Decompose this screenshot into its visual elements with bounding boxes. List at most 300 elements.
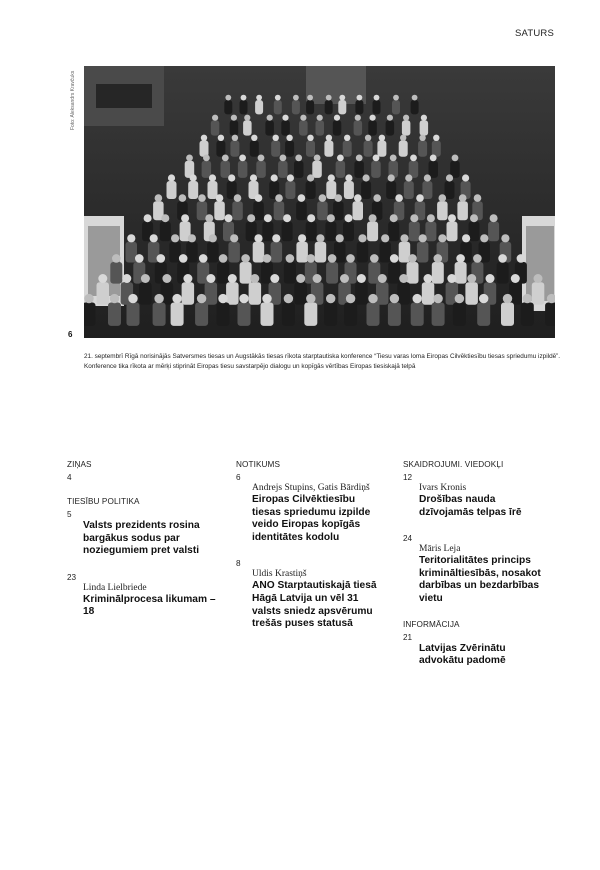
person-head bbox=[218, 294, 227, 303]
person-head bbox=[335, 194, 343, 202]
person-body bbox=[253, 242, 265, 263]
person-body bbox=[285, 181, 295, 199]
person-body bbox=[281, 120, 290, 135]
person-head bbox=[212, 115, 218, 121]
person-body bbox=[153, 303, 166, 326]
person-head bbox=[188, 234, 196, 242]
person-head bbox=[255, 194, 263, 202]
person-body bbox=[238, 161, 248, 178]
person-body bbox=[465, 282, 478, 305]
person-head bbox=[307, 95, 313, 101]
person-head bbox=[258, 155, 265, 162]
person-head bbox=[365, 135, 371, 141]
person-head bbox=[190, 174, 197, 181]
person-head bbox=[298, 194, 306, 202]
person-head bbox=[358, 234, 366, 242]
person-body bbox=[139, 282, 152, 305]
person-head bbox=[317, 115, 323, 121]
person-head bbox=[501, 234, 509, 242]
person-head bbox=[387, 115, 393, 121]
person-body bbox=[186, 242, 198, 263]
person-head bbox=[326, 294, 335, 303]
person-head bbox=[388, 174, 395, 181]
entry-page-number: 23 bbox=[67, 572, 77, 582]
entry-page-number: 24 bbox=[403, 534, 413, 544]
person-head bbox=[452, 155, 459, 162]
person-body bbox=[404, 181, 414, 199]
person-head bbox=[354, 194, 362, 202]
person-head bbox=[264, 214, 272, 222]
person-head bbox=[270, 274, 279, 283]
person-body bbox=[221, 161, 231, 178]
person-head bbox=[244, 115, 250, 121]
person-body bbox=[256, 161, 266, 178]
person-head bbox=[179, 194, 187, 202]
person-head bbox=[416, 194, 424, 202]
person-head bbox=[373, 194, 381, 202]
person-body bbox=[284, 262, 296, 284]
person-head bbox=[498, 254, 507, 263]
person-body bbox=[294, 282, 307, 305]
person-body bbox=[171, 303, 184, 326]
toc-section bbox=[403, 620, 553, 668]
person-head bbox=[128, 294, 137, 303]
entry-title: Valsts prezidents rosina bargākus sodus par noziegumiem pret valsti bbox=[83, 520, 200, 557]
person-head bbox=[474, 194, 482, 202]
person-head bbox=[216, 194, 224, 202]
person-head bbox=[369, 214, 377, 222]
entry-page-number: 5 bbox=[67, 510, 72, 519]
person-body bbox=[278, 161, 288, 178]
person-body bbox=[521, 303, 534, 326]
person-head bbox=[306, 294, 315, 303]
person-body bbox=[418, 141, 427, 157]
person-head bbox=[154, 294, 163, 303]
person-head bbox=[345, 214, 353, 222]
person-head bbox=[307, 254, 316, 263]
person-head bbox=[393, 95, 399, 101]
person-body bbox=[354, 161, 364, 178]
section-label: SATURS bbox=[514, 28, 554, 39]
entry-title: Latvijas Zvērinātu advokātu padomē bbox=[419, 642, 506, 667]
person-body bbox=[407, 262, 419, 284]
person-body bbox=[167, 181, 177, 199]
person-head bbox=[219, 254, 228, 263]
person-head bbox=[462, 234, 470, 242]
person-body bbox=[316, 120, 325, 135]
person-body bbox=[324, 303, 337, 326]
person-body bbox=[324, 141, 333, 157]
person-body bbox=[411, 303, 424, 326]
person-body bbox=[217, 262, 229, 284]
person-head bbox=[410, 155, 417, 162]
person-body bbox=[274, 100, 282, 114]
person-body bbox=[501, 303, 514, 326]
person-head bbox=[179, 254, 188, 263]
person-head bbox=[209, 174, 216, 181]
person-head bbox=[150, 234, 158, 242]
toc-entry bbox=[67, 472, 217, 483]
person-head bbox=[183, 274, 192, 283]
toc-entry bbox=[403, 472, 553, 519]
person-body bbox=[386, 120, 395, 135]
person-head bbox=[206, 274, 215, 283]
person-head bbox=[273, 135, 279, 141]
person-body bbox=[326, 181, 336, 199]
person-head bbox=[298, 234, 306, 242]
person-head bbox=[355, 115, 361, 121]
person-head bbox=[486, 274, 495, 283]
person-head bbox=[427, 214, 435, 222]
toc-section bbox=[67, 497, 217, 619]
person-body bbox=[224, 100, 232, 114]
person-head bbox=[339, 95, 345, 101]
person-head bbox=[222, 155, 229, 162]
person-head bbox=[162, 274, 171, 283]
person-body bbox=[355, 282, 368, 305]
person-head bbox=[473, 254, 482, 263]
person-head bbox=[254, 234, 262, 242]
person-head bbox=[262, 294, 271, 303]
person-body bbox=[292, 100, 300, 114]
entry-author: Linda Lielbriede bbox=[83, 582, 147, 593]
person-head bbox=[314, 155, 321, 162]
person-head bbox=[181, 214, 189, 222]
person-head bbox=[408, 254, 417, 263]
person-body bbox=[388, 222, 399, 242]
entry-title: ANO Starptautiskajā tiesā Hāgā Latvija un vēl 31 valsts sniedz apsvērumu trešās puses statusā bbox=[252, 580, 377, 630]
person-body bbox=[110, 262, 122, 284]
person-body bbox=[296, 242, 308, 263]
entry-title: Teritorialitātes princips krimināltiesībās, nosakot darbības un bezdarbības vietu bbox=[419, 555, 541, 604]
person-head bbox=[373, 155, 380, 162]
person-head bbox=[334, 115, 340, 121]
person-head bbox=[197, 294, 206, 303]
person-body bbox=[377, 141, 386, 157]
person-head bbox=[378, 274, 387, 283]
entry-page-number: 6 bbox=[236, 473, 241, 482]
person-body bbox=[205, 282, 218, 305]
person-head bbox=[98, 274, 107, 283]
person-head bbox=[203, 155, 210, 162]
person-head bbox=[225, 214, 233, 222]
person-body bbox=[108, 303, 121, 326]
person-body bbox=[361, 181, 371, 199]
person-body bbox=[249, 282, 262, 305]
person-head bbox=[127, 234, 135, 242]
person-head bbox=[250, 274, 259, 283]
person-head bbox=[280, 155, 287, 162]
person-body bbox=[447, 222, 458, 242]
person-body bbox=[208, 181, 218, 199]
person-body bbox=[243, 120, 252, 135]
person-head bbox=[374, 95, 380, 101]
person-head bbox=[412, 95, 418, 101]
person-head bbox=[328, 254, 337, 263]
person-body bbox=[240, 100, 248, 114]
person-body bbox=[392, 100, 400, 114]
person-body bbox=[437, 201, 448, 220]
person-body bbox=[274, 201, 285, 220]
person-head bbox=[234, 194, 242, 202]
person-body bbox=[317, 201, 328, 220]
person-body bbox=[195, 303, 208, 326]
section-heading: NOTIKUMS bbox=[236, 460, 281, 469]
person-head bbox=[161, 214, 169, 222]
person-head bbox=[346, 294, 355, 303]
person-body bbox=[432, 303, 445, 326]
person-head bbox=[199, 254, 208, 263]
person-body bbox=[367, 222, 378, 242]
person-body bbox=[315, 242, 327, 263]
person-body bbox=[344, 181, 354, 199]
photo-caption: 21. septembrī Rīgā norisinājās Satversmes tiesas un Augstākās tiesas rīkota starptautiska konference “Tiesu varas loma Eiropas Cilvēktiesību tiesas spriedumu izpildē”. Konference tika rīkota ar mērķi stiprināt Eiropas tiesu savstarpējo dialogu un kopīgās vērtības Eiropas tiesiskajā telpā bbox=[84, 353, 561, 370]
person-body bbox=[364, 141, 373, 157]
person-head bbox=[381, 234, 389, 242]
person-body bbox=[432, 262, 444, 284]
person-body bbox=[399, 141, 408, 157]
person-head bbox=[144, 214, 152, 222]
person-head bbox=[517, 254, 526, 263]
person-body bbox=[230, 120, 239, 135]
entry-author: Uldis Krastiņš bbox=[252, 569, 307, 580]
person-body bbox=[240, 262, 252, 284]
person-head bbox=[272, 234, 280, 242]
toc-column-1 bbox=[67, 460, 217, 633]
person-body bbox=[354, 120, 363, 135]
person-head bbox=[225, 95, 231, 101]
group-photo-illustration bbox=[84, 66, 555, 338]
person-head bbox=[419, 135, 425, 141]
person-body bbox=[271, 242, 283, 263]
person-head bbox=[271, 174, 278, 181]
person-head bbox=[438, 234, 446, 242]
person-body bbox=[214, 201, 225, 220]
toc-entry bbox=[403, 533, 553, 605]
person-body bbox=[228, 242, 240, 263]
person-head bbox=[459, 194, 467, 202]
person-head bbox=[370, 254, 379, 263]
person-head bbox=[319, 194, 327, 202]
person-body bbox=[477, 303, 490, 326]
person-head bbox=[419, 234, 427, 242]
toc-section bbox=[403, 460, 553, 606]
person-body bbox=[457, 201, 468, 220]
person-head bbox=[337, 155, 344, 162]
person-head bbox=[357, 95, 363, 101]
entry-page-number: 4 bbox=[67, 473, 72, 482]
entry-author: Māris Leja bbox=[419, 544, 461, 555]
person-body bbox=[296, 201, 307, 220]
person-body bbox=[282, 303, 295, 326]
person-head bbox=[399, 274, 408, 283]
person-head bbox=[327, 214, 335, 222]
person-head bbox=[421, 115, 427, 121]
person-body bbox=[343, 222, 354, 242]
photo-credit: Foto: Aleksandrs Kravčuks bbox=[70, 70, 76, 130]
person-head bbox=[157, 254, 166, 263]
person-head bbox=[390, 254, 399, 263]
person-body bbox=[200, 141, 209, 157]
person-body bbox=[429, 161, 439, 178]
person-head bbox=[155, 194, 163, 202]
person-head bbox=[296, 274, 305, 283]
person-body bbox=[306, 141, 315, 157]
entry-title: Drošības nauda dzīvojamās telpas īrē bbox=[419, 494, 522, 518]
person-body bbox=[497, 262, 509, 284]
person-head bbox=[395, 194, 403, 202]
person-head bbox=[400, 234, 408, 242]
person-body bbox=[84, 303, 96, 326]
person-head bbox=[480, 234, 488, 242]
person-head bbox=[232, 135, 238, 141]
person-head bbox=[218, 135, 224, 141]
person-body bbox=[211, 120, 220, 135]
person-head bbox=[250, 174, 257, 181]
person-head bbox=[239, 294, 248, 303]
person-head bbox=[209, 234, 217, 242]
section-heading: TIESĪBU POLITIKA bbox=[67, 497, 140, 506]
person-body bbox=[306, 100, 314, 114]
person-head bbox=[446, 174, 453, 181]
person-head bbox=[390, 155, 397, 162]
person-body bbox=[445, 181, 455, 199]
person-head bbox=[141, 274, 150, 283]
person-body bbox=[333, 120, 342, 135]
person-body bbox=[261, 303, 274, 326]
person-head bbox=[307, 214, 315, 222]
person-body bbox=[380, 242, 392, 263]
person-body bbox=[409, 222, 420, 242]
person-head bbox=[455, 294, 464, 303]
person-body bbox=[411, 100, 419, 114]
person-head bbox=[171, 234, 179, 242]
person-head bbox=[267, 115, 273, 121]
person-body bbox=[304, 303, 317, 326]
person-body bbox=[325, 100, 333, 114]
person-body bbox=[232, 201, 243, 220]
person-body bbox=[432, 141, 441, 157]
person-head bbox=[300, 115, 306, 121]
person-head bbox=[462, 174, 469, 181]
entry-title: Eiropas Cilvēktiesību tiesas spriedumu izpilde veido Eiropas kopīgās identitātes kodolu bbox=[252, 494, 371, 543]
person-body bbox=[325, 222, 336, 242]
entry-page-number: 8 bbox=[236, 559, 241, 569]
person-head bbox=[228, 174, 235, 181]
person-head bbox=[286, 135, 292, 141]
person-head bbox=[284, 294, 293, 303]
person-body bbox=[160, 222, 171, 242]
person-head bbox=[390, 294, 399, 303]
person-head bbox=[439, 194, 447, 202]
toc-entry bbox=[67, 572, 217, 619]
person-body bbox=[488, 222, 499, 242]
person-head bbox=[370, 115, 376, 121]
person-body bbox=[285, 141, 294, 157]
person-body bbox=[376, 282, 389, 305]
section-heading: ZIŅAS bbox=[67, 460, 92, 469]
person-body bbox=[417, 242, 429, 263]
person-head bbox=[326, 95, 332, 101]
person-body bbox=[230, 141, 239, 157]
person-head bbox=[241, 254, 250, 263]
person-head bbox=[434, 254, 443, 263]
person-body bbox=[262, 222, 273, 242]
person-head bbox=[326, 135, 332, 141]
person-head bbox=[295, 155, 302, 162]
person-head bbox=[400, 135, 406, 141]
person-head bbox=[456, 254, 465, 263]
person-head bbox=[241, 95, 247, 101]
person-head bbox=[503, 294, 512, 303]
toc-entry bbox=[67, 509, 217, 558]
toc-entry bbox=[236, 558, 386, 630]
person-body bbox=[127, 303, 140, 326]
person-body bbox=[306, 181, 316, 199]
person-body bbox=[420, 120, 429, 135]
person-head bbox=[433, 135, 439, 141]
person-body bbox=[207, 242, 219, 263]
person-head bbox=[390, 214, 398, 222]
person-head bbox=[424, 274, 433, 283]
person-body bbox=[338, 100, 346, 114]
person-body bbox=[217, 303, 230, 326]
person-body bbox=[373, 100, 381, 114]
section-heading: INFORMĀCIJA bbox=[403, 619, 460, 629]
person-head bbox=[286, 254, 295, 263]
person-head bbox=[340, 274, 349, 283]
person-head bbox=[275, 194, 283, 202]
person-body bbox=[422, 282, 435, 305]
person-head bbox=[479, 294, 488, 303]
entry-author: Ivars Kronis bbox=[419, 483, 467, 493]
person-body bbox=[188, 181, 198, 199]
person-head bbox=[239, 155, 246, 162]
person-head bbox=[448, 214, 456, 222]
person-body bbox=[299, 120, 308, 135]
person-body bbox=[255, 100, 263, 114]
person-body bbox=[388, 303, 401, 326]
person-head bbox=[511, 274, 520, 283]
person-head bbox=[283, 214, 291, 222]
person-body bbox=[271, 141, 280, 157]
toc-column-3 bbox=[403, 460, 553, 682]
person-body bbox=[368, 120, 377, 135]
conference-photo bbox=[84, 66, 555, 338]
person-head bbox=[230, 234, 238, 242]
person-head bbox=[231, 115, 237, 121]
person-head bbox=[523, 294, 532, 303]
person-head bbox=[275, 95, 281, 101]
section-heading: SKAIDROJUMI. VIEDOKĻI bbox=[403, 460, 504, 469]
toc-column-2 bbox=[236, 460, 386, 645]
person-body bbox=[425, 222, 436, 242]
entry-page-number: 12 bbox=[403, 473, 413, 482]
person-body bbox=[326, 262, 338, 284]
person-head bbox=[534, 274, 543, 283]
person-body bbox=[357, 242, 369, 263]
person-head bbox=[344, 135, 350, 141]
person-body bbox=[294, 161, 304, 178]
person-body bbox=[265, 120, 274, 135]
person-body bbox=[388, 262, 400, 284]
entry-author: Andrejs Stupins, Gatis Bārdiņš bbox=[252, 483, 370, 493]
person-head bbox=[363, 174, 370, 181]
person-head bbox=[447, 274, 456, 283]
person-head bbox=[346, 254, 355, 263]
person-body bbox=[422, 181, 432, 199]
person-head bbox=[110, 294, 119, 303]
